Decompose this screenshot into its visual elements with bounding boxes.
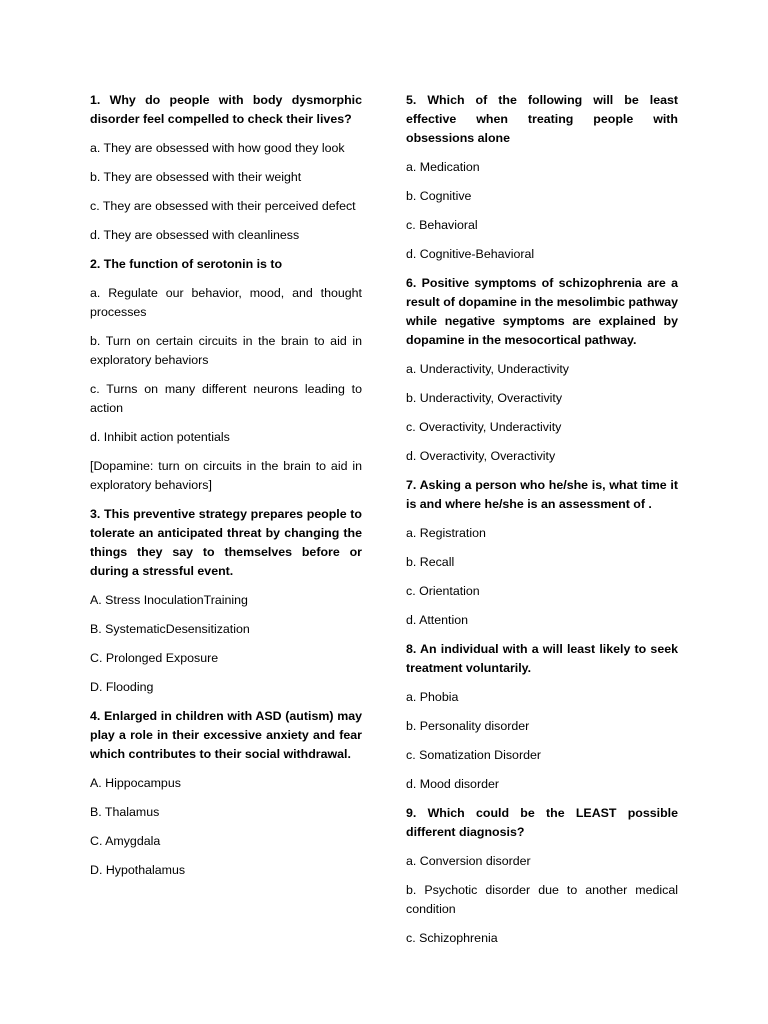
answer-option: a. Registration: [406, 526, 486, 540]
answer-option: D. Flooding: [90, 680, 154, 694]
answer-option: d. Cognitive-Behavioral: [406, 247, 535, 261]
answer-option: c. They are obsessed with their perceived defect: [90, 199, 356, 213]
answer-option: b. Personality disorder: [406, 719, 530, 733]
answer-option: c. Orientation: [406, 584, 480, 598]
answer-option: d. Attention: [406, 613, 469, 627]
answer-option: d. Inhibit action potentials: [90, 430, 230, 444]
question-block: [406, 640, 678, 794]
question-block: [406, 91, 678, 264]
answer-option: a. Phobia: [406, 690, 459, 704]
answer-option: d. Mood disorder: [406, 777, 499, 791]
question-text: 5. Which of the following will be least effective when treating people with obsessions alone: [406, 93, 678, 145]
annotation-note: [Dopamine: turn on circuits in the brain to aid in exploratory behaviors]: [90, 459, 362, 492]
answer-option: c. Overactivity, Underactivity: [406, 420, 562, 434]
answer-option: c. Behavioral: [406, 218, 478, 232]
question-text: 7. Asking a person who he/she is, what time it is and where he/she is an assessment of .: [406, 478, 678, 511]
answer-option: a. Underactivity, Underactivity: [406, 362, 569, 376]
question-block: [406, 804, 678, 948]
question-block: [90, 505, 362, 697]
question-text: 2. The function of serotonin is to: [90, 257, 283, 271]
question-text: 1. Why do people with body dysmorphic disorder feel compelled to check their lives?: [90, 93, 362, 126]
question-text: 3. This preventive strategy prepares people to tolerate an anticipated threat by changing the things they say to themselves before or during a stressful event.: [90, 507, 362, 578]
answer-option: a. Conversion disorder: [406, 854, 531, 868]
answer-option: d. Overactivity, Overactivity: [406, 449, 556, 463]
answer-option: c. Turns on many different neurons leading to action: [90, 382, 362, 415]
answer-option: a. Medication: [406, 160, 480, 174]
answer-option: c. Schizophrenia: [406, 931, 498, 945]
answer-option: d. They are obsessed with cleanliness: [90, 228, 300, 242]
question-block: [406, 274, 678, 466]
answer-option: B. Thalamus: [90, 805, 160, 819]
answer-option: b. Cognitive: [406, 189, 472, 203]
answer-option: b. Turn on certain circuits in the brain to aid in exploratory behaviors: [90, 334, 362, 367]
question-block: [90, 255, 362, 495]
question-text: 4. Enlarged in children with ASD (autism) may play a role in their excessive anxiety and fear which contributes to their social withdrawal.: [90, 709, 362, 761]
answer-option: b. They are obsessed with their weight: [90, 170, 302, 184]
answer-option: c. Somatization Disorder: [406, 748, 541, 762]
answer-option: b. Recall: [406, 555, 455, 569]
question-block: [406, 476, 678, 630]
answer-option: A. Stress InoculationTraining: [90, 593, 248, 607]
answer-option: b. Underactivity, Overactivity: [406, 391, 563, 405]
answer-option: C. Prolonged Exposure: [90, 651, 219, 665]
question-text: 6. Positive symptoms of schizophrenia are a result of dopamine in the mesolimbic pathway while negative symptoms are explained by dopamine in the mesocortical pathway.: [406, 276, 678, 347]
answer-option: A. Hippocampus: [90, 776, 181, 790]
question-block: [90, 91, 362, 245]
question-block: [90, 707, 362, 880]
question-text: 9. Which could be the LEAST possible different diagnosis?: [406, 806, 678, 839]
left-column: [90, 91, 362, 890]
question-text: 8. An individual with a will least likely to seek treatment voluntarily.: [406, 642, 678, 675]
right-column: [406, 91, 678, 958]
answer-option: a. Regulate our behavior, mood, and thought processes: [90, 286, 362, 319]
answer-option: a. They are obsessed with how good they look: [90, 141, 345, 155]
answer-option: D. Hypothalamus: [90, 863, 186, 877]
answer-option: B. SystematicDesensitization: [90, 622, 250, 636]
answer-option: C. Amygdala: [90, 834, 161, 848]
answer-option: b. Psychotic disorder due to another medical condition: [406, 883, 678, 916]
